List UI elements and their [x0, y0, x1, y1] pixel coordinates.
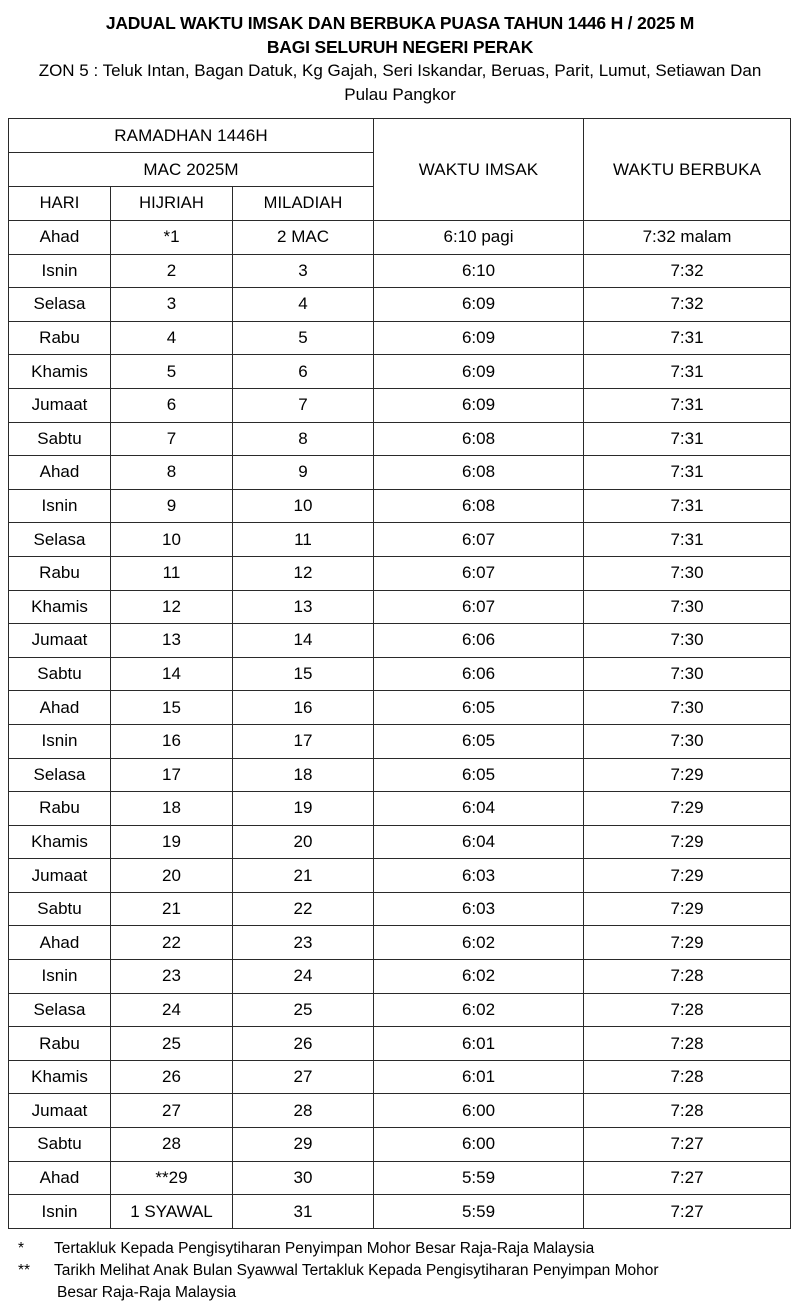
- footnote-item: [18, 1260, 800, 1282]
- berbuka-time-cell: 7:31: [584, 489, 791, 523]
- footnote-item: [18, 1238, 800, 1260]
- imsak-time-cell: 5:59: [374, 1161, 584, 1195]
- day-cell: Khamis: [9, 590, 111, 624]
- imsak-time-cell: 6:05: [374, 758, 584, 792]
- hijri-date-cell: 18: [111, 792, 233, 826]
- footnotes: [18, 1238, 800, 1304]
- gregorian-date-cell: 19: [233, 792, 374, 826]
- hijri-date-cell: 16: [111, 724, 233, 758]
- imsak-time-cell: 6:00: [374, 1128, 584, 1162]
- berbuka-time-cell: 7:32: [584, 254, 791, 288]
- day-cell: Jumaat: [9, 388, 111, 422]
- berbuka-time-cell: 7:30: [584, 724, 791, 758]
- hijri-date-cell: 20: [111, 859, 233, 893]
- hijri-date-cell: 10: [111, 523, 233, 557]
- imsak-time-cell: 6:04: [374, 792, 584, 826]
- gregorian-date-cell: 4: [233, 288, 374, 322]
- berbuka-time-cell: 7:29: [584, 825, 791, 859]
- imsak-time-cell: 6:07: [374, 556, 584, 590]
- table-row: [9, 388, 791, 422]
- hijri-date-cell: **29: [111, 1161, 233, 1195]
- imsak-time-cell: 6:05: [374, 724, 584, 758]
- berbuka-time-cell: 7:28: [584, 960, 791, 994]
- table-row: [9, 1195, 791, 1229]
- gregorian-date-cell: 9: [233, 456, 374, 490]
- berbuka-time-cell: 7:31: [584, 388, 791, 422]
- berbuka-time-cell: 7:31: [584, 523, 791, 557]
- table-row: [9, 590, 791, 624]
- gregorian-date-cell: 13: [233, 590, 374, 624]
- gregorian-date-cell: 14: [233, 624, 374, 658]
- imsak-time-cell: 6:00: [374, 1094, 584, 1128]
- berbuka-time-cell: 7:31: [584, 456, 791, 490]
- table-row: [9, 1060, 791, 1094]
- table-row: [9, 724, 791, 758]
- hijri-date-cell: 1 SYAWAL: [111, 1195, 233, 1229]
- gregorian-date-cell: 15: [233, 657, 374, 691]
- table-row: [9, 926, 791, 960]
- table-row: [9, 355, 791, 389]
- hijri-date-cell: 15: [111, 691, 233, 725]
- table-row: [9, 254, 791, 288]
- day-cell: Khamis: [9, 825, 111, 859]
- imsak-time-cell: 6:02: [374, 993, 584, 1027]
- day-cell: Selasa: [9, 288, 111, 322]
- imsak-time-cell: 6:09: [374, 355, 584, 389]
- table-row: [9, 1027, 791, 1061]
- hijri-date-cell: 23: [111, 960, 233, 994]
- imsak-time-cell: 6:01: [374, 1027, 584, 1061]
- day-cell: Isnin: [9, 960, 111, 994]
- imsak-time-cell: 6:08: [374, 489, 584, 523]
- gregorian-date-cell: 29: [233, 1128, 374, 1162]
- hijri-date-cell: 2: [111, 254, 233, 288]
- page-title-line-1: JADUAL WAKTU IMSAK DAN BERBUKA PUASA TAHUN 1446 H / 2025 M: [105, 13, 695, 33]
- table-row: [9, 960, 791, 994]
- imsak-time-cell: 6:02: [374, 926, 584, 960]
- berbuka-time-cell: 7:31: [584, 355, 791, 389]
- berbuka-time-cell: 7:28: [584, 993, 791, 1027]
- day-cell: Ahad: [9, 691, 111, 725]
- hijri-date-cell: 8: [111, 456, 233, 490]
- hijri-date-cell: 19: [111, 825, 233, 859]
- hijri-date-cell: 26: [111, 1060, 233, 1094]
- imsak-time-cell: 6:02: [374, 960, 584, 994]
- imsak-time-cell: 6:09: [374, 321, 584, 355]
- day-cell: Khamis: [9, 355, 111, 389]
- table-row: [9, 1128, 791, 1162]
- day-cell: Selasa: [9, 758, 111, 792]
- hijri-date-cell: 24: [111, 993, 233, 1027]
- day-cell: Selasa: [9, 523, 111, 557]
- table-row: [9, 859, 791, 893]
- berbuka-time-cell: 7:29: [584, 892, 791, 926]
- berbuka-time-cell: 7:27: [584, 1128, 791, 1162]
- gregorian-date-cell: 21: [233, 859, 374, 893]
- berbuka-time-cell: 7:31: [584, 321, 791, 355]
- berbuka-time-cell: 7:30: [584, 590, 791, 624]
- gregorian-date-cell: 5: [233, 321, 374, 355]
- schedule-table: [8, 118, 791, 1229]
- table-row: [9, 758, 791, 792]
- table-row: [9, 523, 791, 557]
- berbuka-time-cell: 7:27: [584, 1161, 791, 1195]
- berbuka-time-cell: 7:28: [584, 1060, 791, 1094]
- header-waktu-berbuka: WAKTU BERBUKA: [584, 119, 791, 221]
- gregorian-date-cell: 26: [233, 1027, 374, 1061]
- day-cell: Rabu: [9, 792, 111, 826]
- header-row-group-hijri: [9, 119, 791, 153]
- imsak-time-cell: 6:09: [374, 388, 584, 422]
- table-row: [9, 892, 791, 926]
- imsak-time-cell: 5:59: [374, 1195, 584, 1229]
- gregorian-date-cell: 23: [233, 926, 374, 960]
- berbuka-time-cell: 7:30: [584, 657, 791, 691]
- day-cell: Sabtu: [9, 1128, 111, 1162]
- day-cell: Ahad: [9, 926, 111, 960]
- gregorian-date-cell: 27: [233, 1060, 374, 1094]
- hijri-date-cell: 6: [111, 388, 233, 422]
- table-row: [9, 657, 791, 691]
- hijri-date-cell: 3: [111, 288, 233, 322]
- berbuka-time-cell: 7:30: [584, 691, 791, 725]
- gregorian-date-cell: 28: [233, 1094, 374, 1128]
- day-cell: Selasa: [9, 993, 111, 1027]
- berbuka-time-cell: 7:31: [584, 422, 791, 456]
- imsak-time-cell: 6:05: [374, 691, 584, 725]
- table-row: [9, 456, 791, 490]
- imsak-time-cell: 6:01: [374, 1060, 584, 1094]
- gregorian-date-cell: 30: [233, 1161, 374, 1195]
- imsak-time-cell: 6:06: [374, 624, 584, 658]
- berbuka-time-cell: 7:28: [584, 1094, 791, 1128]
- imsak-time-cell: 6:07: [374, 523, 584, 557]
- gregorian-date-cell: 25: [233, 993, 374, 1027]
- day-cell: Khamis: [9, 1060, 111, 1094]
- day-cell: Sabtu: [9, 657, 111, 691]
- day-cell: Jumaat: [9, 624, 111, 658]
- header-miladiah: MILADIAH: [233, 187, 374, 221]
- gregorian-date-cell: 6: [233, 355, 374, 389]
- day-cell: Isnin: [9, 1195, 111, 1229]
- table-row: [9, 691, 791, 725]
- footnote-marker: **: [18, 1261, 31, 1279]
- berbuka-time-cell: 7:29: [584, 926, 791, 960]
- table-row: [9, 624, 791, 658]
- table-row: [9, 1094, 791, 1128]
- day-cell: Ahad: [9, 456, 111, 490]
- imsak-time-cell: 6:10: [374, 254, 584, 288]
- imsak-time-cell: 6:08: [374, 422, 584, 456]
- day-cell: Sabtu: [9, 422, 111, 456]
- day-cell: Jumaat: [9, 859, 111, 893]
- gregorian-date-cell: 24: [233, 960, 374, 994]
- hijri-date-cell: 17: [111, 758, 233, 792]
- header-ramadhan-group: RAMADHAN 1446H: [9, 119, 374, 153]
- imsak-time-cell: 6:04: [374, 825, 584, 859]
- table-row: [9, 489, 791, 523]
- imsak-time-cell: 6:03: [374, 892, 584, 926]
- header-hijriah: HIJRIAH: [111, 187, 233, 221]
- berbuka-time-cell: 7:29: [584, 859, 791, 893]
- footnote-text: Tertakluk Kepada Pengisytiharan Penyimpan Mohor Besar Raja-Raja Malaysia: [54, 1239, 595, 1257]
- day-cell: Rabu: [9, 556, 111, 590]
- hijri-date-cell: 21: [111, 892, 233, 926]
- gregorian-date-cell: 20: [233, 825, 374, 859]
- hijri-date-cell: 4: [111, 321, 233, 355]
- imsak-time-cell: 6:07: [374, 590, 584, 624]
- berbuka-time-cell: 7:27: [584, 1195, 791, 1229]
- gregorian-date-cell: 10: [233, 489, 374, 523]
- day-cell: Sabtu: [9, 892, 111, 926]
- gregorian-date-cell: 18: [233, 758, 374, 792]
- hijri-date-cell: 22: [111, 926, 233, 960]
- day-cell: Rabu: [9, 321, 111, 355]
- hijri-date-cell: 27: [111, 1094, 233, 1128]
- imsak-time-cell: 6:08: [374, 456, 584, 490]
- hijri-date-cell: *1: [111, 221, 233, 255]
- table-row: [9, 288, 791, 322]
- header-mac-group: MAC 2025M: [9, 153, 374, 187]
- gregorian-date-cell: 7: [233, 388, 374, 422]
- schedule-table-container: [8, 118, 790, 1229]
- hijri-date-cell: 9: [111, 489, 233, 523]
- table-row: [9, 993, 791, 1027]
- berbuka-time-cell: 7:30: [584, 556, 791, 590]
- gregorian-date-cell: 22: [233, 892, 374, 926]
- berbuka-time-cell: 7:32: [584, 288, 791, 322]
- table-row: [9, 792, 791, 826]
- hijri-date-cell: 28: [111, 1128, 233, 1162]
- berbuka-time-cell: 7:29: [584, 792, 791, 826]
- table-head: [9, 119, 791, 221]
- imsak-time-cell: 6:09: [374, 288, 584, 322]
- zone-subtitle: ZON 5 : Teluk Intan, Bagan Datuk, Kg Gajah, Seri Iskandar, Beruas, Parit, Lumut, Setiawan Dan Pulau Pangkor: [38, 61, 762, 104]
- page-title-line-2: BAGI SELURUH NEGERI PERAK: [266, 37, 534, 57]
- day-cell: Ahad: [9, 1161, 111, 1195]
- gregorian-date-cell: 31: [233, 1195, 374, 1229]
- day-cell: Isnin: [9, 489, 111, 523]
- gregorian-date-cell: 16: [233, 691, 374, 725]
- table-row: [9, 825, 791, 859]
- berbuka-time-cell: 7:30: [584, 624, 791, 658]
- berbuka-time-cell: 7:28: [584, 1027, 791, 1061]
- header-hari: HARI: [9, 187, 111, 221]
- gregorian-date-cell: 3: [233, 254, 374, 288]
- day-cell: Isnin: [9, 254, 111, 288]
- table-row: [9, 1161, 791, 1195]
- day-cell: Ahad: [9, 221, 111, 255]
- footnote-text: Tarikh Melihat Anak Bulan Syawwal Tertakluk Kepada Pengisytiharan Penyimpan Mohor: [54, 1261, 659, 1279]
- gregorian-date-cell: 2 MAC: [233, 221, 374, 255]
- table-row: [9, 221, 791, 255]
- table-row: [9, 556, 791, 590]
- hijri-date-cell: 5: [111, 355, 233, 389]
- hijri-date-cell: 12: [111, 590, 233, 624]
- gregorian-date-cell: 17: [233, 724, 374, 758]
- hijri-date-cell: 25: [111, 1027, 233, 1061]
- document-header: [0, 0, 800, 107]
- berbuka-time-cell: 7:32 malam: [584, 221, 791, 255]
- hijri-date-cell: 14: [111, 657, 233, 691]
- imsak-time-cell: 6:06: [374, 657, 584, 691]
- day-cell: Rabu: [9, 1027, 111, 1061]
- imsak-time-cell: 6:03: [374, 859, 584, 893]
- day-cell: Isnin: [9, 724, 111, 758]
- hijri-date-cell: 13: [111, 624, 233, 658]
- gregorian-date-cell: 11: [233, 523, 374, 557]
- imsak-time-cell: 6:10 pagi: [374, 221, 584, 255]
- berbuka-time-cell: 7:29: [584, 758, 791, 792]
- table-row: [9, 422, 791, 456]
- header-waktu-imsak: WAKTU IMSAK: [374, 119, 584, 221]
- table-body: [9, 221, 791, 1229]
- day-cell: Jumaat: [9, 1094, 111, 1128]
- table-row: [9, 321, 791, 355]
- hijri-date-cell: 7: [111, 422, 233, 456]
- gregorian-date-cell: 8: [233, 422, 374, 456]
- hijri-date-cell: 11: [111, 556, 233, 590]
- footnote-text-continuation: Besar Raja-Raja Malaysia: [57, 1283, 237, 1301]
- footnote-marker: *: [18, 1239, 25, 1257]
- gregorian-date-cell: 12: [233, 556, 374, 590]
